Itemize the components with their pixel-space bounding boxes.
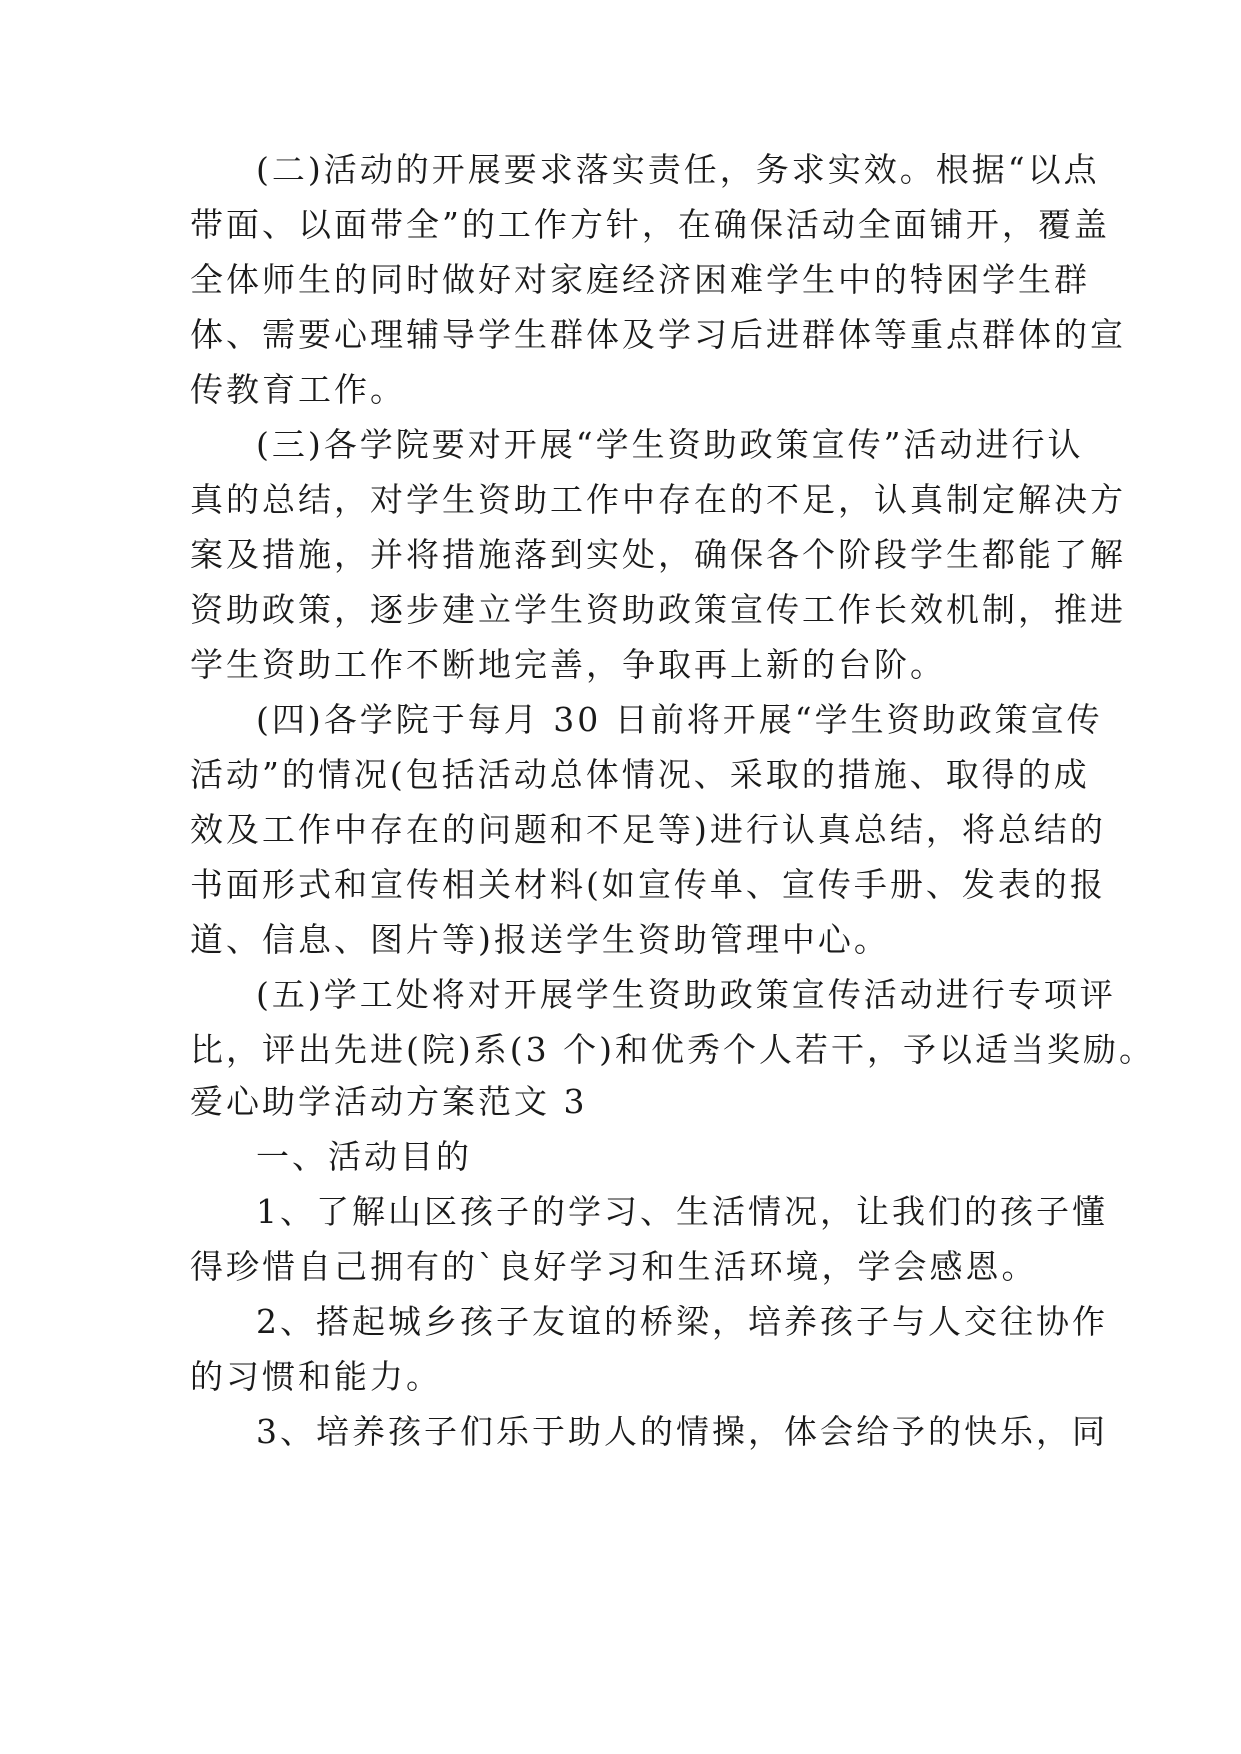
section-heading: 爱心助学活动方案范文 3 <box>190 1082 588 1121</box>
paragraph-3-line-1: (三)各学院要对开展“学生资助政策宣传”活动进行认 <box>256 425 1084 464</box>
item-3-line-1: 3、培养孩子们乐于助人的情操，体会给予的快乐，同 <box>256 1412 1108 1451</box>
paragraph-3-line-3: 案及措施，并将措施落到实处，确保各个阶段学生都能了解 <box>190 535 1126 574</box>
paragraph-2-line-1: (二)活动的开展要求落实责任，务求实效。根据“以点 <box>256 150 1100 189</box>
item-1-line-2: 得珍惜自己拥有的`良好学习和生活环境，学会感恩。 <box>190 1247 1038 1286</box>
paragraph-2-line-3: 全体师生的同时做好对家庭经济困难学生中的特困学生群 <box>190 260 1090 299</box>
paragraph-3-line-5: 学生资助工作不断地完善，争取再上新的台阶。 <box>190 645 946 684</box>
paragraph-3-line-2: 真的总结，对学生资助工作中存在的不足，认真制定解决方 <box>190 480 1126 519</box>
item-2-line-2: 的习惯和能力。 <box>190 1357 442 1396</box>
paragraph-4-line-4: 书面形式和宣传相关材料(如宣传单、宣传手册、发表的报 <box>190 865 1106 904</box>
paragraph-4-line-2: 活动”的情况(包括活动总体情况、采取的措施、取得的成 <box>190 755 1090 794</box>
paragraph-4-line-1: (四)各学院于每月 30 日前将开展“学生资助政策宣传 <box>256 700 1103 739</box>
item-2-line-1: 2、搭起城乡孩子友谊的桥梁，培养孩子与人交往协作 <box>256 1302 1108 1341</box>
paragraph-4-line-5: 道、信息、图片等)报送学生资助管理中心。 <box>190 920 890 959</box>
item-1-line-1: 1、了解山区孩子的学习、生活情况，让我们的孩子懂 <box>256 1192 1108 1231</box>
paragraph-4-line-3: 效及工作中存在的问题和不足等)进行认真总结，将总结的 <box>190 810 1106 849</box>
paragraph-2-line-5: 传教育工作。 <box>190 370 406 409</box>
paragraph-2-line-2: 带面、以面带全”的工作方针，在确保活动全面铺开，覆盖 <box>190 205 1110 244</box>
paragraph-2-line-4: 体、需要心理辅导学生群体及学习后进群体等重点群体的宣 <box>190 315 1126 354</box>
paragraph-3-line-4: 资助政策，逐步建立学生资助政策宣传工作长效机制，推进 <box>190 590 1126 629</box>
paragraph-5-line-1: (五)学工处将对开展学生资助政策宣传活动进行专项评 <box>256 975 1116 1014</box>
paragraph-5-line-2: 比，评出先进(院)系(3 个)和优秀个人若干，予以适当奖励。 <box>190 1030 1155 1069</box>
subheading-activity-purpose: 一、活动目的 <box>256 1137 472 1176</box>
